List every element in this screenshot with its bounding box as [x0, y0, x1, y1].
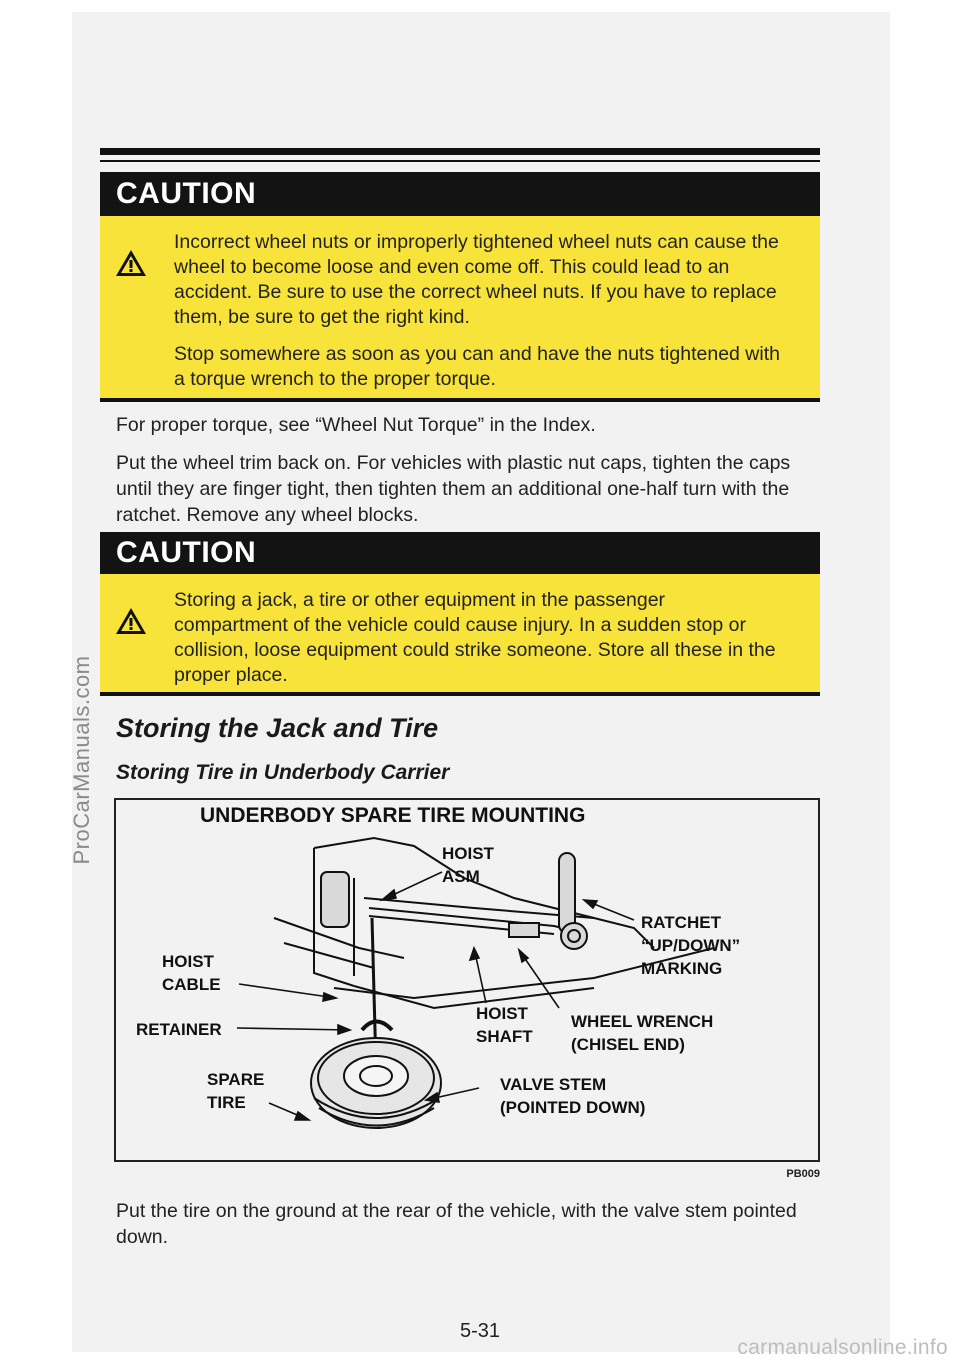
figure-code: PB009 [786, 1168, 820, 1180]
footer-watermark: carmanualsonline.info [737, 1336, 948, 1359]
caution-heading: CAUTION [100, 532, 820, 574]
label-valve-stem: VALVE STEM (POINTED DOWN) [500, 1075, 646, 1117]
warning-triangle-icon [114, 248, 148, 278]
caution-box-storage [100, 532, 820, 696]
section-title: Storing the Jack and Tire [116, 713, 439, 743]
label-retainer: RETAINER [136, 1020, 222, 1039]
caution-paragraph: Storing a jack, a tire or other equipment in the passenger compartment of the vehicle could cause injury. In a sudden stop or collision, loose equipment could strike someone. Store all these in the proper place. [174, 589, 776, 686]
label-hoist-shaft: HOIST SHAFT [476, 1004, 533, 1046]
subsection-title: Storing Tire in Underbody Carrier [116, 761, 450, 784]
label-wheel-wrench: WHEEL WRENCH (CHISEL END) [571, 1012, 714, 1054]
label-hoist-cable: HOIST CABLE [162, 952, 221, 994]
label-hoist-asm: HOIST ASM [442, 844, 494, 886]
caution-paragraph: Stop somewhere as soon as you can and have the nuts tightened with a torque wrench to the proper torque. [174, 343, 780, 390]
wheel-trim-text: Put the wheel trim back on. For vehicles with plastic nut caps, tighten the caps until they are finger tight, then tighten them an additional one-half turn with the ratchet. Remove any wheel blocks. [116, 452, 791, 526]
page-number: 5-31 [459, 1320, 501, 1342]
caution-body [100, 574, 820, 688]
caution-paragraph: Incorrect wheel nuts or improperly tightened wheel nuts can cause the wheel to become loose and even come off. This could lead to an accident. Be sure to use the correct wheel nuts. If you have to replace them, be sure to get the right kind. [174, 231, 779, 328]
top-rule-thin [100, 160, 820, 162]
tire-placement-text: Put the tire on the ground at the rear of the vehicle, with the valve stem pointed down. [116, 1200, 797, 1248]
warning-triangle-icon [114, 606, 148, 636]
caution-box-wheel-nuts [100, 172, 820, 402]
top-rule [100, 148, 820, 155]
label-ratchet-marking: RATCHET “UP/DOWN” MARKING [641, 913, 741, 978]
label-spare-tire: SPARE TIRE [207, 1070, 265, 1112]
side-watermark: ProCarManuals.com [69, 655, 94, 865]
caution-heading: CAUTION [100, 172, 820, 216]
caution-body [100, 216, 820, 392]
torque-reference-text: For proper torque, see “Wheel Nut Torque” in the Index. [116, 414, 596, 436]
diagram-title: UNDERBODY SPARE TIRE MOUNTING [200, 804, 586, 827]
